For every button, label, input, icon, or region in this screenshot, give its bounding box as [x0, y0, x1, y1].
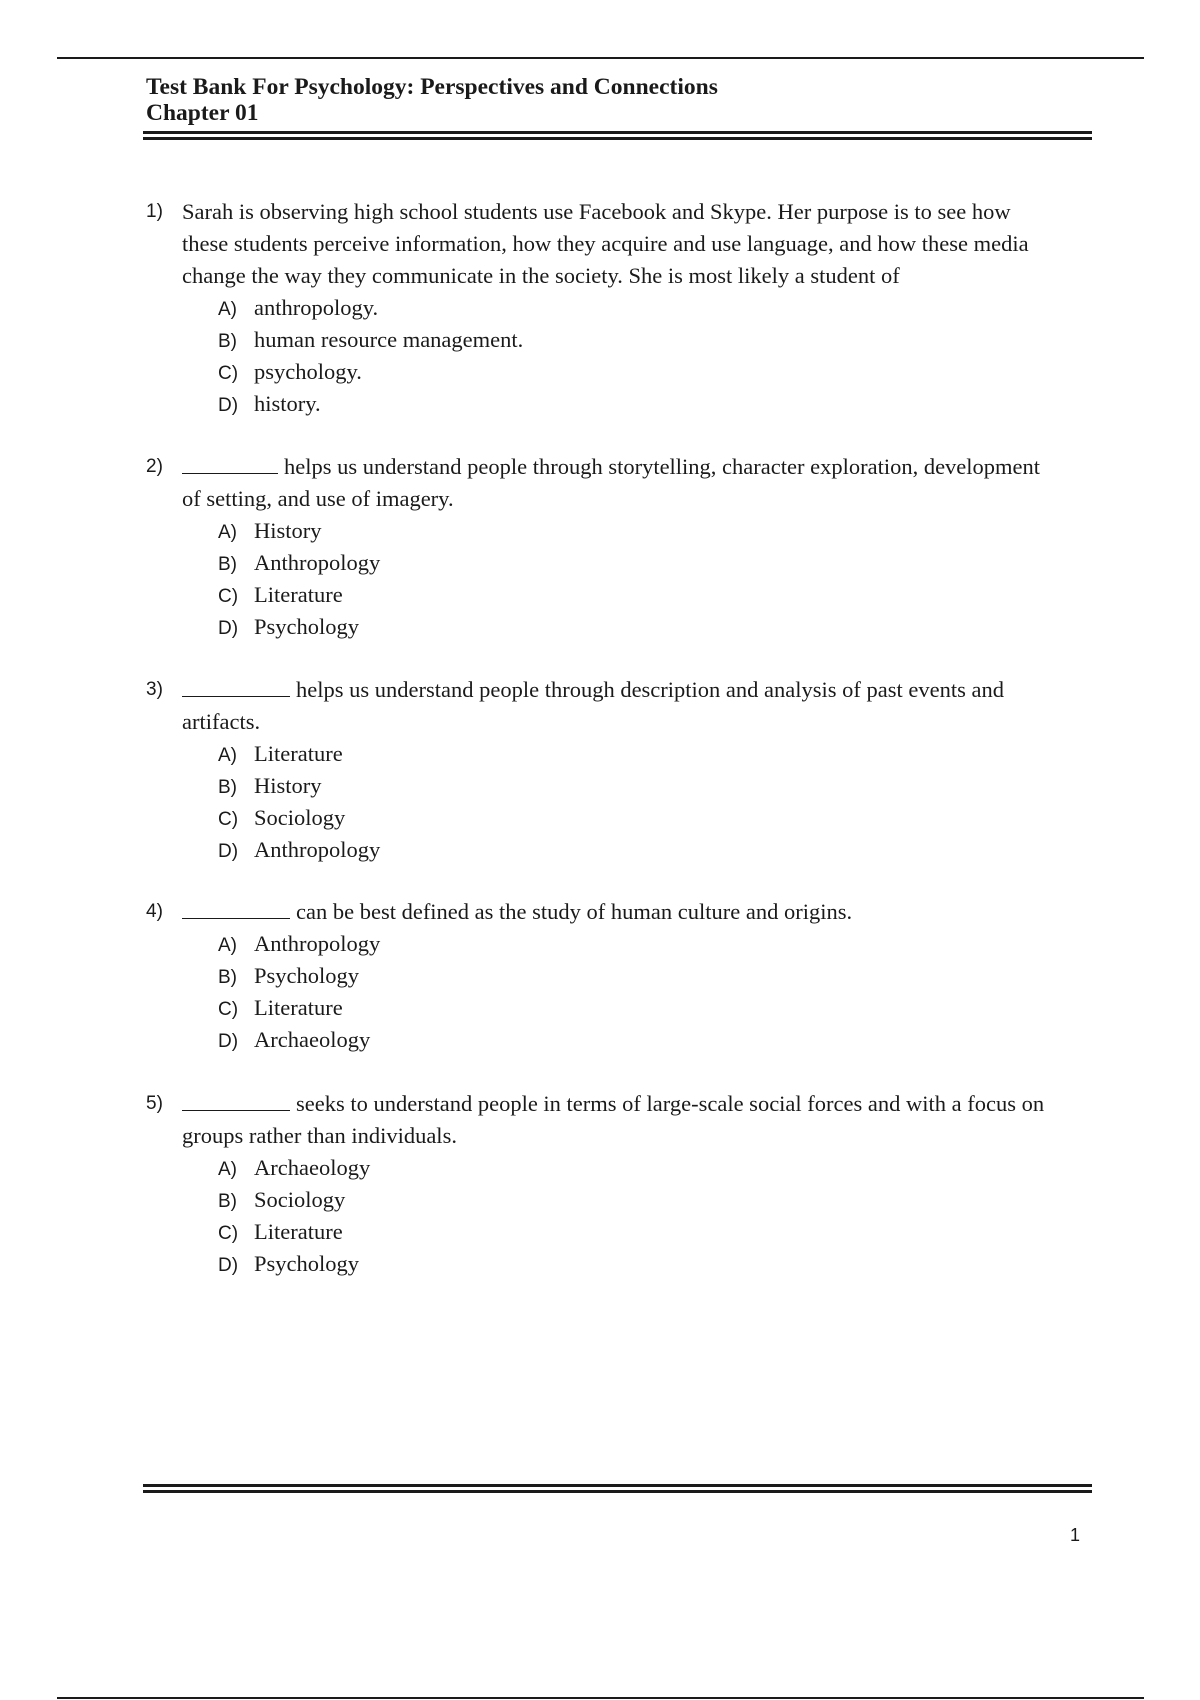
answer-option[interactable] — [218, 515, 1092, 547]
option-text: Anthropology — [254, 550, 381, 575]
answer-option[interactable] — [218, 834, 1092, 866]
option-letter: D) — [218, 1255, 239, 1276]
question-5 — [146, 1088, 1092, 1280]
top-page-rule — [57, 57, 1144, 59]
answer-option[interactable] — [218, 1184, 1092, 1216]
document-header — [146, 74, 1092, 126]
answer-option[interactable] — [218, 738, 1092, 770]
question-stem: helps us understand people through description and analysis of past events and artifacts. — [182, 677, 1004, 734]
option-letter: B) — [218, 554, 237, 575]
option-text: Archaeology — [254, 1027, 371, 1052]
option-letter: C) — [218, 809, 239, 830]
answer-blank — [182, 898, 290, 919]
option-text: Archaeology — [254, 1155, 371, 1180]
option-text: anthropology. — [254, 295, 379, 320]
question-number: 2) — [146, 456, 163, 477]
option-letter: A) — [218, 299, 237, 320]
page-number: 1 — [1070, 1525, 1081, 1545]
option-text: Sociology — [254, 1187, 346, 1212]
option-text: Literature — [254, 741, 343, 766]
option-letter: C) — [218, 363, 239, 384]
answer-option[interactable] — [218, 1152, 1092, 1184]
answer-option[interactable] — [218, 292, 1092, 324]
chapter-label: Chapter 01 — [146, 100, 259, 126]
option-text: human resource management. — [254, 327, 524, 352]
bottom-page-rule — [57, 1697, 1144, 1699]
footer-double-rule — [143, 1484, 1092, 1494]
answer-option[interactable] — [218, 1024, 1092, 1056]
answer-option[interactable] — [218, 1248, 1092, 1280]
answer-blank — [182, 453, 278, 474]
option-letter: D) — [218, 841, 239, 862]
option-letter: A) — [218, 1159, 237, 1180]
question-stem-wrapper — [182, 674, 1072, 738]
question-1 — [146, 196, 1092, 420]
option-text: history. — [254, 391, 321, 416]
question-stem-wrapper — [182, 1088, 1082, 1152]
option-letter: C) — [218, 999, 239, 1020]
question-number: 1) — [146, 201, 163, 222]
answer-blank — [182, 676, 290, 697]
option-letter: B) — [218, 1191, 237, 1212]
question-stem-wrapper — [182, 451, 1042, 515]
question-4 — [146, 896, 1092, 1056]
option-text: Anthropology — [254, 931, 381, 956]
question-3 — [146, 674, 1092, 866]
answer-option[interactable] — [218, 324, 1092, 356]
answer-options — [146, 1152, 1092, 1280]
option-text: Psychology — [254, 963, 360, 988]
option-text: Sociology — [254, 805, 346, 830]
option-text: psychology. — [254, 359, 362, 384]
answer-option[interactable] — [218, 356, 1092, 388]
question-stem: Sarah is observing high school students use Facebook and Skype. Her purpose is to see how these students perceive information, how they acquire and use language, and how these media change the way they communicate in the society. She is most likely a student of — [182, 199, 1029, 288]
option-text: History — [254, 518, 322, 543]
answer-option[interactable] — [218, 611, 1092, 643]
question-number: 3) — [146, 679, 163, 700]
answer-option[interactable] — [218, 770, 1092, 802]
answer-option[interactable] — [218, 928, 1092, 960]
option-letter: D) — [218, 1031, 239, 1052]
answer-options — [146, 738, 1092, 866]
option-text: Literature — [254, 995, 343, 1020]
answer-option[interactable] — [218, 579, 1092, 611]
option-letter: A) — [218, 745, 237, 766]
option-letter: C) — [218, 586, 239, 607]
answer-options — [146, 292, 1092, 420]
option-text: Psychology — [254, 1251, 360, 1276]
option-text: Literature — [254, 1219, 343, 1244]
answer-option[interactable] — [218, 992, 1092, 1024]
answer-option[interactable] — [218, 388, 1092, 420]
header-double-rule — [143, 131, 1092, 141]
question-number: 4) — [146, 901, 163, 922]
option-letter: B) — [218, 777, 237, 798]
answer-option[interactable] — [218, 1216, 1092, 1248]
option-letter: B) — [218, 967, 237, 988]
answer-option[interactable] — [218, 802, 1092, 834]
answer-options — [146, 928, 1092, 1056]
question-stem-wrapper — [182, 896, 1072, 928]
answer-options — [146, 515, 1092, 643]
option-text: Anthropology — [254, 837, 381, 862]
option-letter: B) — [218, 331, 237, 352]
question-stem: can be best defined as the study of human culture and origins. — [296, 899, 853, 924]
option-text: Psychology — [254, 614, 360, 639]
question-number: 5) — [146, 1093, 163, 1114]
option-letter: C) — [218, 1223, 239, 1244]
option-text: History — [254, 773, 322, 798]
answer-option[interactable] — [218, 960, 1092, 992]
option-letter: A) — [218, 935, 237, 956]
answer-blank — [182, 1090, 290, 1111]
option-letter: D) — [218, 618, 239, 639]
option-letter: A) — [218, 522, 237, 543]
option-text: Literature — [254, 582, 343, 607]
question-2 — [146, 451, 1092, 643]
answer-option[interactable] — [218, 547, 1092, 579]
question-stem: seeks to understand people in terms of large-scale social forces and with a focus on groups rather than individuals. — [182, 1091, 1045, 1148]
option-letter: D) — [218, 395, 239, 416]
question-stem: helps us understand people through storytelling, character exploration, development of setting, and use of imagery. — [182, 454, 1041, 511]
document-title: Test Bank For Psychology: Perspectives and Connections — [146, 74, 718, 100]
